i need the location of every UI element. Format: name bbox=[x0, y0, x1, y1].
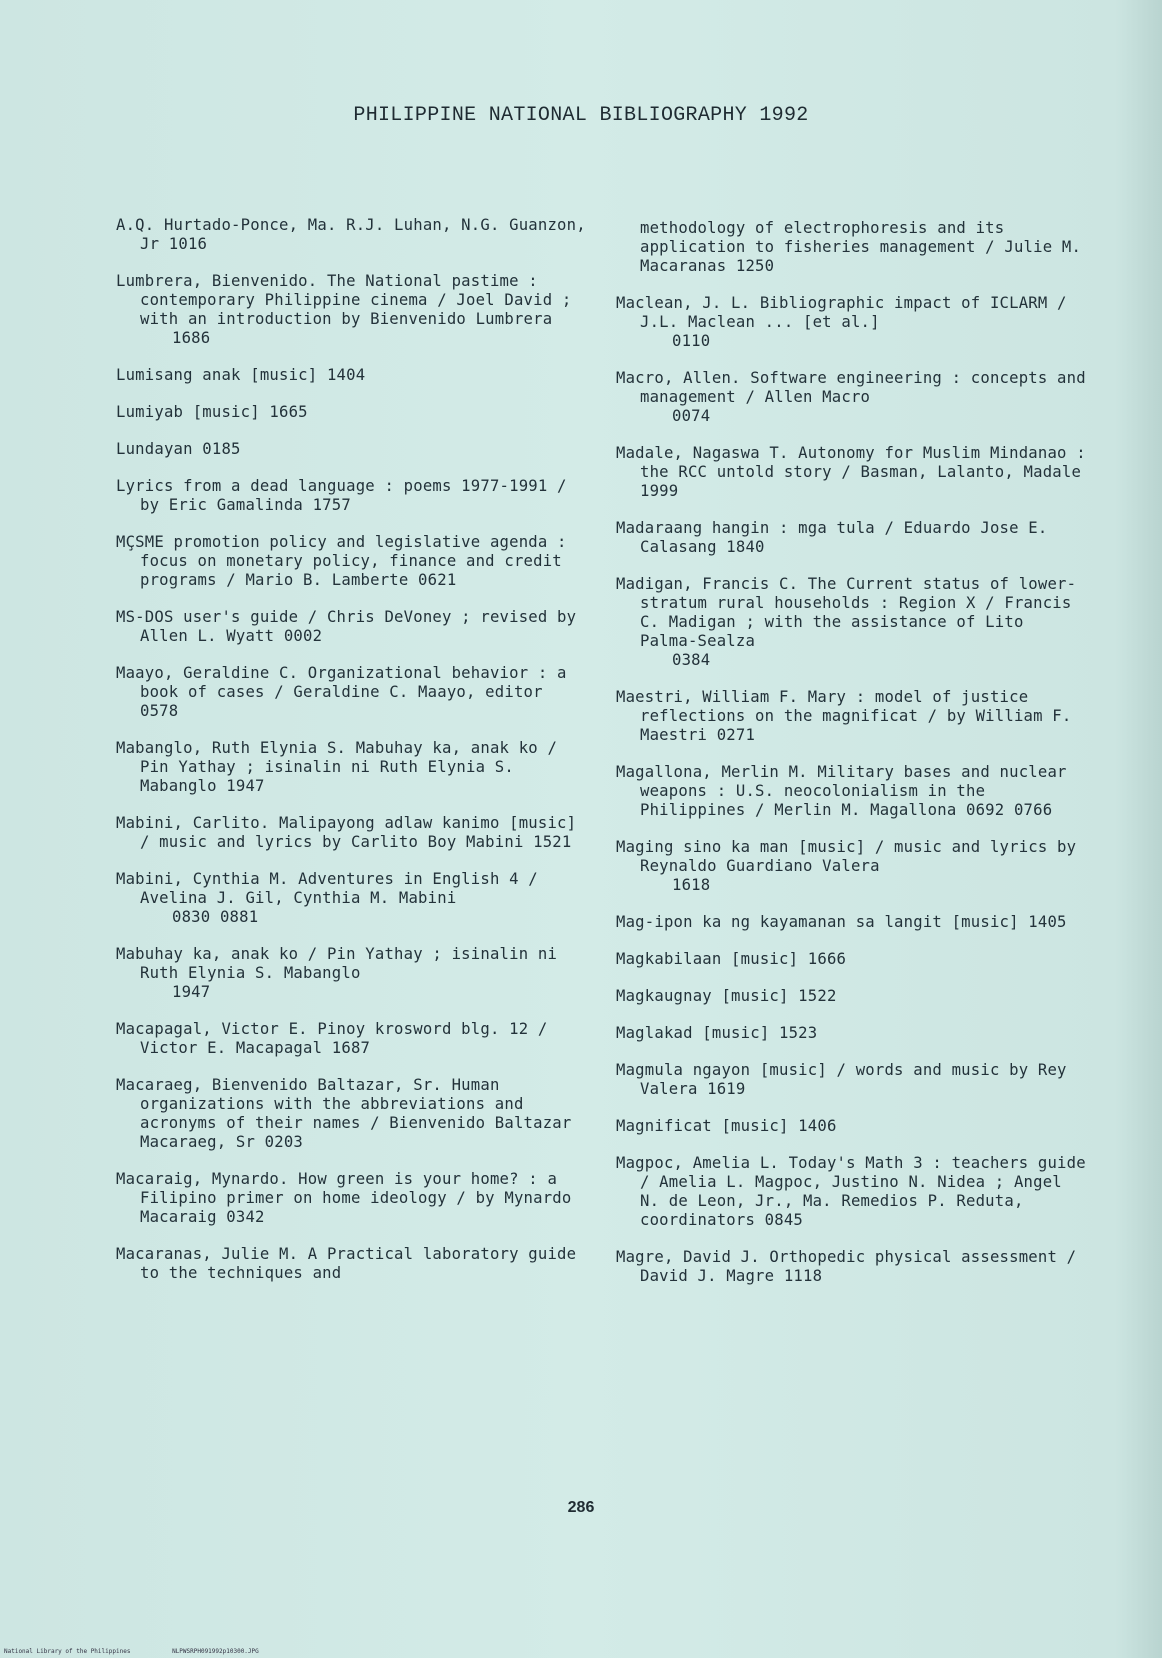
scan-footer bbox=[4, 1648, 297, 1655]
entry-text: A.Q. Hurtado-Ponce, Ma. R.J. Luhan, N.G. Guanzon, Jr 1016 bbox=[116, 216, 586, 253]
page-number: 286 bbox=[567, 1499, 595, 1516]
left-column bbox=[116, 216, 586, 1301]
bibliography-entry bbox=[616, 1024, 1086, 1043]
bibliography-entry bbox=[616, 763, 1086, 820]
bibliography-entry bbox=[116, 1076, 586, 1152]
bibliography-entry bbox=[116, 533, 586, 590]
bibliography-entry bbox=[116, 366, 586, 385]
entry-text: Magmula ngayon [music] / words and music by Rey Valera 1619 bbox=[616, 1061, 1067, 1098]
bibliography-entry bbox=[116, 1020, 586, 1058]
entry-number: 1618 bbox=[672, 876, 711, 894]
bibliography-entry bbox=[616, 838, 1086, 895]
entry-number: 0110 bbox=[672, 332, 711, 350]
bibliography-entry bbox=[616, 294, 1086, 351]
entry-text: Macaraeg, Bienvenido Baltazar, Sr. Human organizations with the abbreviations and acronyms of their names / Bienvenido Baltazar Macaraeg, Sr 0203 bbox=[116, 1076, 572, 1151]
entry-text: Madale, Nagaswa T. Autonomy for Muslim Mindanao : the RCC untold story / Basman, Lalanto, Madale 1999 bbox=[616, 444, 1086, 500]
entry-text: Lumiyab [music] 1665 bbox=[116, 403, 308, 421]
bibliography-entry bbox=[616, 369, 1086, 426]
footer-filename: NLPWSRPH091992p10300.JPG bbox=[172, 1648, 259, 1655]
bibliography-entry bbox=[116, 870, 586, 927]
continued-entry: methodology of electrophoresis and its application to fisheries management / Julie M. Macaranas 1250 bbox=[640, 219, 1082, 275]
right-column bbox=[616, 219, 1086, 1304]
bibliography-entry bbox=[116, 608, 586, 646]
bibliography-entry bbox=[616, 913, 1086, 932]
entry-text: Lyrics from a dead language : poems 1977-1991 / by Eric Gamalinda 1757 bbox=[116, 477, 567, 514]
bibliography-entry bbox=[116, 945, 586, 1002]
entry-text: Magkaugnay [music] 1522 bbox=[616, 987, 837, 1005]
entry-text: Maclean, J. L. Bibliographic impact of ICLARM / J.L. Maclean ... [et al.] bbox=[616, 294, 1067, 331]
bibliography-entry bbox=[116, 477, 586, 515]
entry-text: Madaraang hangin : mga tula / Eduardo Jose E. Calasang 1840 bbox=[616, 519, 1048, 556]
bibliography-entry bbox=[116, 403, 586, 422]
entry-text: Macaraig, Mynardo. How green is your home? : a Filipino primer on home ideology / by Mynardo Macaraig 0342 bbox=[116, 1170, 572, 1226]
entry-text: Lumbrera, Bienvenido. The National pastime : contemporary Philippine cinema / Joel David ; with an introduction by Bienvenido Lumbrera bbox=[116, 272, 572, 328]
entry-text: Maging sino ka man [music] / music and lyrics by Reynaldo Guardiano Valera bbox=[616, 838, 1077, 875]
entry-text: Magkabilaan [music] 1666 bbox=[616, 950, 847, 968]
bibliography-entry bbox=[616, 1061, 1086, 1099]
bibliography-entry bbox=[616, 1117, 1086, 1136]
entry-text: Mabuhay ka, anak ko / Pin Yathay ; isinalin ni Ruth Elynia S. Mabanglo bbox=[116, 945, 558, 982]
bibliography-entry bbox=[616, 987, 1086, 1006]
entry-text: Mabini, Carlito. Malipayong adlaw kanimo [music] / music and lyrics by Carlito Boy Mabini 1521 bbox=[116, 814, 577, 851]
entry-text: Mag-ipon ka ng kayamanan sa langit [music] 1405 bbox=[616, 913, 1067, 931]
entry-text: Mabanglo, Ruth Elynia S. Mabuhay ka, anak ko / Pin Yathay ; isinalin ni Ruth Elynia S. Mabanglo 1947 bbox=[116, 739, 558, 795]
entry-text: Lundayan 0185 bbox=[116, 440, 241, 458]
entry-text: Madigan, Francis C. The Current status of lower-stratum rural households : Region X / Francis C. Madigan ; with the assistance of Lito Palma-Sealza bbox=[616, 575, 1077, 650]
bibliography-entry bbox=[616, 519, 1086, 557]
footer-library: National Library of the Philippines bbox=[4, 1648, 131, 1655]
bibliography-entry bbox=[116, 272, 586, 348]
bibliography-entry bbox=[116, 440, 586, 459]
bibliography-entry bbox=[616, 1248, 1086, 1286]
entry-text: MS-DOS user's guide / Chris DeVoney ; revised by Allen L. Wyatt 0002 bbox=[116, 608, 577, 645]
entry-text: Magnificat [music] 1406 bbox=[616, 1117, 837, 1135]
entry-text: Macapagal, Victor E. Pinoy krosword blg. 12 / Victor E. Macapagal 1687 bbox=[116, 1020, 548, 1057]
entry-text: MÇSME promotion policy and legislative agenda : focus on monetary policy, finance and credit programs / Mario B. Lamberte 0621 bbox=[116, 533, 567, 589]
entry-number: 1947 bbox=[172, 983, 211, 1001]
bibliography-entry bbox=[616, 444, 1086, 501]
page-title: PHILIPPINE NATIONAL BIBLIOGRAPHY 1992 bbox=[353, 104, 809, 127]
bibliography-entry bbox=[116, 1245, 586, 1283]
bibliography-entry bbox=[616, 575, 1086, 670]
entry-number: 1686 bbox=[172, 329, 211, 347]
bibliography-entry bbox=[116, 216, 586, 254]
entry-number: 0074 bbox=[672, 407, 711, 425]
entry-text: Magpoc, Amelia L. Today's Math 3 : teachers guide / Amelia L. Magpoc, Justino N. Nidea ; Angel N. de Leon, Jr., Ma. Remedios P. Reduta, coordinators 0845 bbox=[616, 1154, 1086, 1229]
entry-text: Lumisang anak [music] 1404 bbox=[116, 366, 366, 384]
bibliography-entry bbox=[116, 739, 586, 796]
entry-text: Macro, Allen. Software engineering : concepts and management / Allen Macro bbox=[616, 369, 1086, 406]
entry-text: Maestri, William F. Mary : model of justice reflections on the magnificat / by William F. Maestri 0271 bbox=[616, 688, 1072, 744]
entry-text: Magre, David J. Orthopedic physical assessment / David J. Magre 1118 bbox=[616, 1248, 1077, 1285]
entry-text: Macaranas, Julie M. A Practical laboratory guide to the techniques and bbox=[116, 1245, 577, 1282]
bibliography-entry bbox=[616, 688, 1086, 745]
entry-text: Maglakad [music] 1523 bbox=[616, 1024, 818, 1042]
entry-number: 0384 bbox=[672, 651, 711, 669]
bibliography-entry bbox=[616, 1154, 1086, 1230]
entry-text: Maayo, Geraldine C. Organizational behavior : a book of cases / Geraldine C. Maayo, editor 0578 bbox=[116, 664, 567, 720]
bibliography-entry bbox=[116, 664, 586, 721]
bibliography-entry bbox=[116, 814, 586, 852]
bibliography-entry bbox=[116, 1170, 586, 1227]
entry-text: Mabini, Cynthia M. Adventures in English 4 / Avelina J. Gil, Cynthia M. Mabini bbox=[116, 870, 538, 907]
bibliography-entry bbox=[616, 950, 1086, 969]
entry-number: 0830 0881 bbox=[172, 908, 259, 926]
entry-text: Magallona, Merlin M. Military bases and nuclear weapons : U.S. neocolonialism in the Philippines / Merlin M. Magallona 0692 0766 bbox=[616, 763, 1067, 819]
